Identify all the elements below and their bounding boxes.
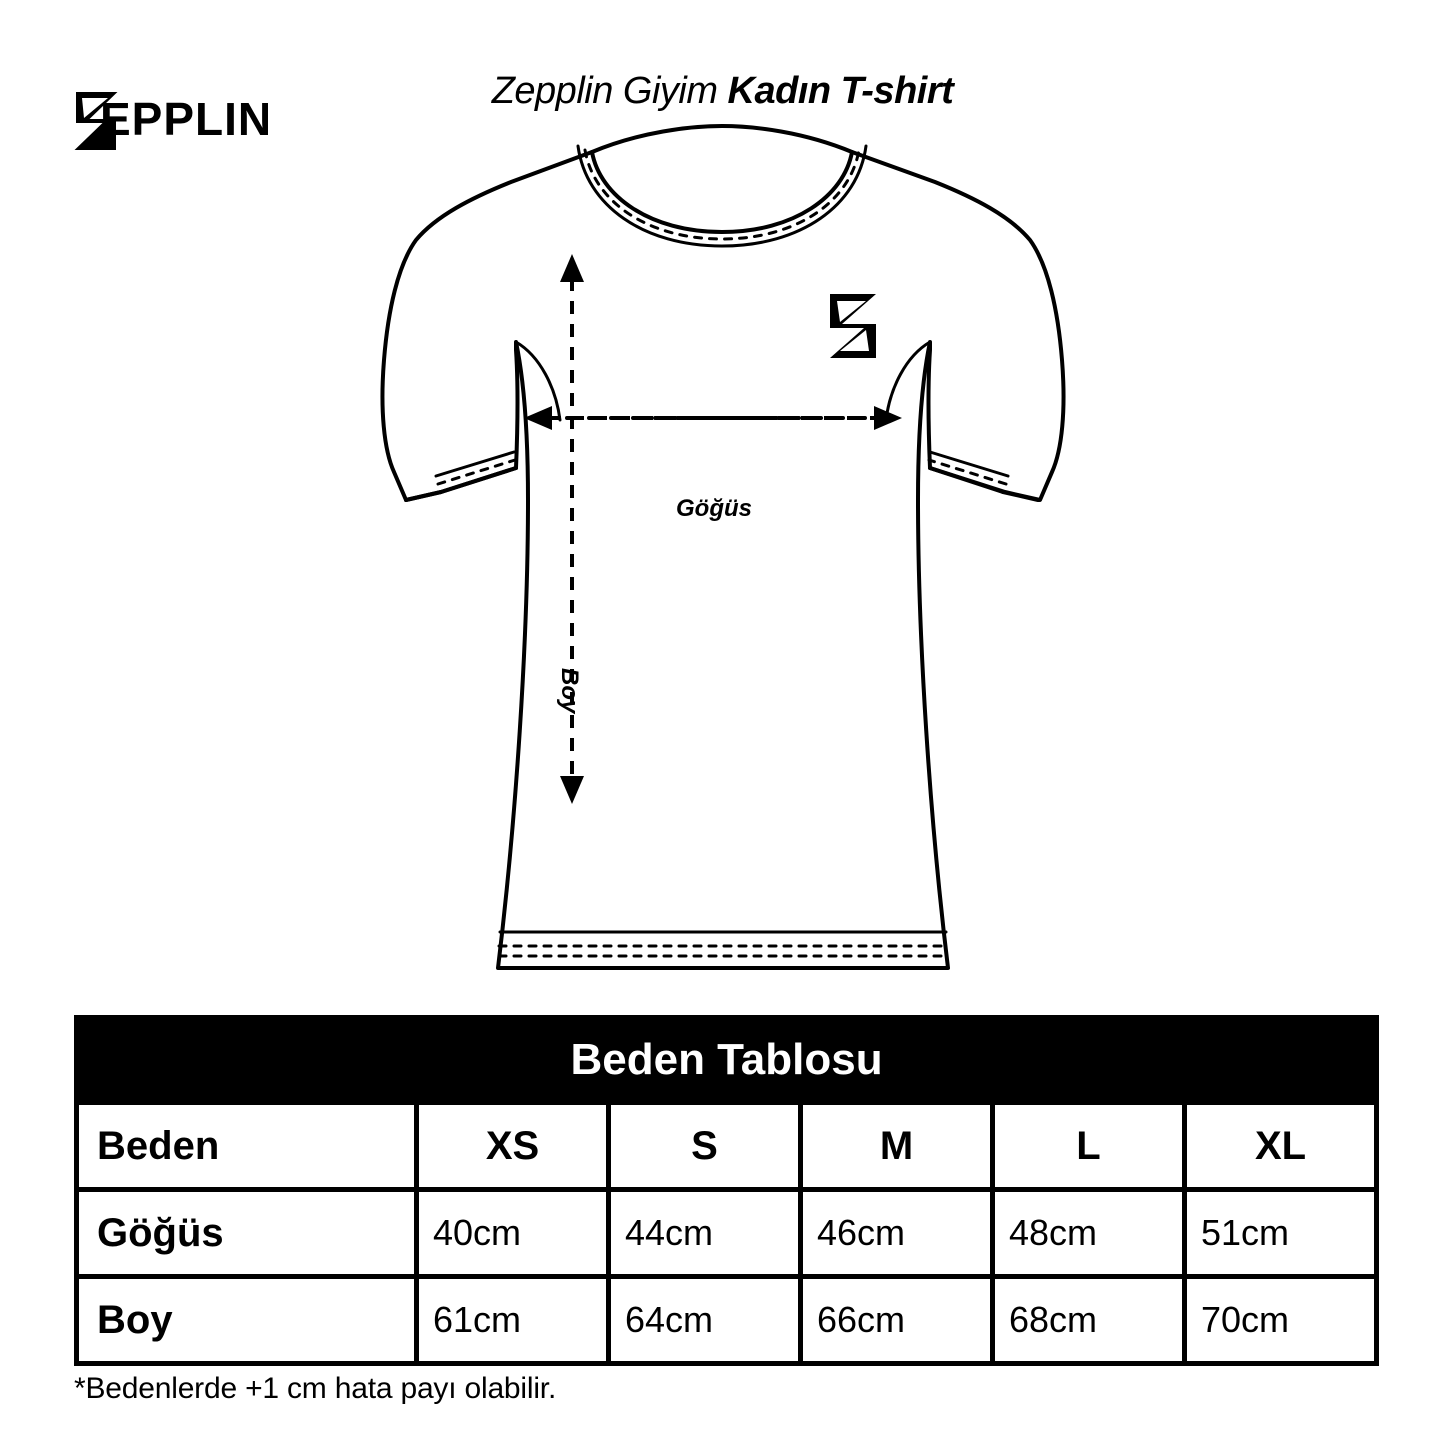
size-table-title: Beden Tablosu: [77, 1018, 1377, 1103]
brand-logo-text: EPPLIN: [100, 93, 273, 145]
gogus-xl: 51cm: [1185, 1190, 1377, 1277]
size-table-wrapper: [74, 1015, 1374, 1366]
zepplin-z-chest-logo-icon: [830, 294, 876, 358]
table-header-l: L: [993, 1103, 1185, 1190]
boy-l: 68cm: [993, 1277, 1185, 1364]
gogus-m: 46cm: [801, 1190, 993, 1277]
page-title: [0, 70, 1445, 113]
row-label-gogus: Göğüs: [77, 1190, 417, 1277]
table-title-row: [77, 1018, 1377, 1103]
gogus-xs: 40cm: [417, 1190, 609, 1277]
gogus-s: 44cm: [609, 1190, 801, 1277]
boy-xs: 61cm: [417, 1277, 609, 1364]
row-label-boy: Boy: [77, 1277, 417, 1364]
table-row: [77, 1190, 1377, 1277]
chest-dimension-label: Göğüs: [676, 495, 752, 522]
table-header-m: M: [801, 1103, 993, 1190]
table-header-s: S: [609, 1103, 801, 1190]
table-row: [77, 1277, 1377, 1364]
chest-double-arrow-icon: [524, 406, 902, 430]
table-header-xs: XS: [417, 1103, 609, 1190]
table-header-row: [77, 1103, 1377, 1190]
table-header-xl: XL: [1185, 1103, 1377, 1190]
table-header-beden: Beden: [77, 1103, 417, 1190]
length-double-arrow-icon: [560, 254, 584, 804]
page-title-bold: Kadın T-shirt: [727, 70, 954, 112]
gogus-l: 48cm: [993, 1190, 1185, 1277]
boy-s: 64cm: [609, 1277, 801, 1364]
tshirt-technical-drawing: [0, 120, 1445, 1000]
boy-m: 66cm: [801, 1277, 993, 1364]
size-table-footnote: *Bedenlerde +1 cm hata payı olabilir.: [74, 1372, 557, 1405]
page-title-light: Zepplin Giyim: [491, 70, 728, 112]
tshirt-illustration: [0, 120, 1445, 1000]
length-dimension-label: Boy: [556, 668, 583, 714]
page-header: [0, 0, 1445, 145]
boy-xl: 70cm: [1185, 1277, 1377, 1364]
size-table: [74, 1015, 1379, 1366]
